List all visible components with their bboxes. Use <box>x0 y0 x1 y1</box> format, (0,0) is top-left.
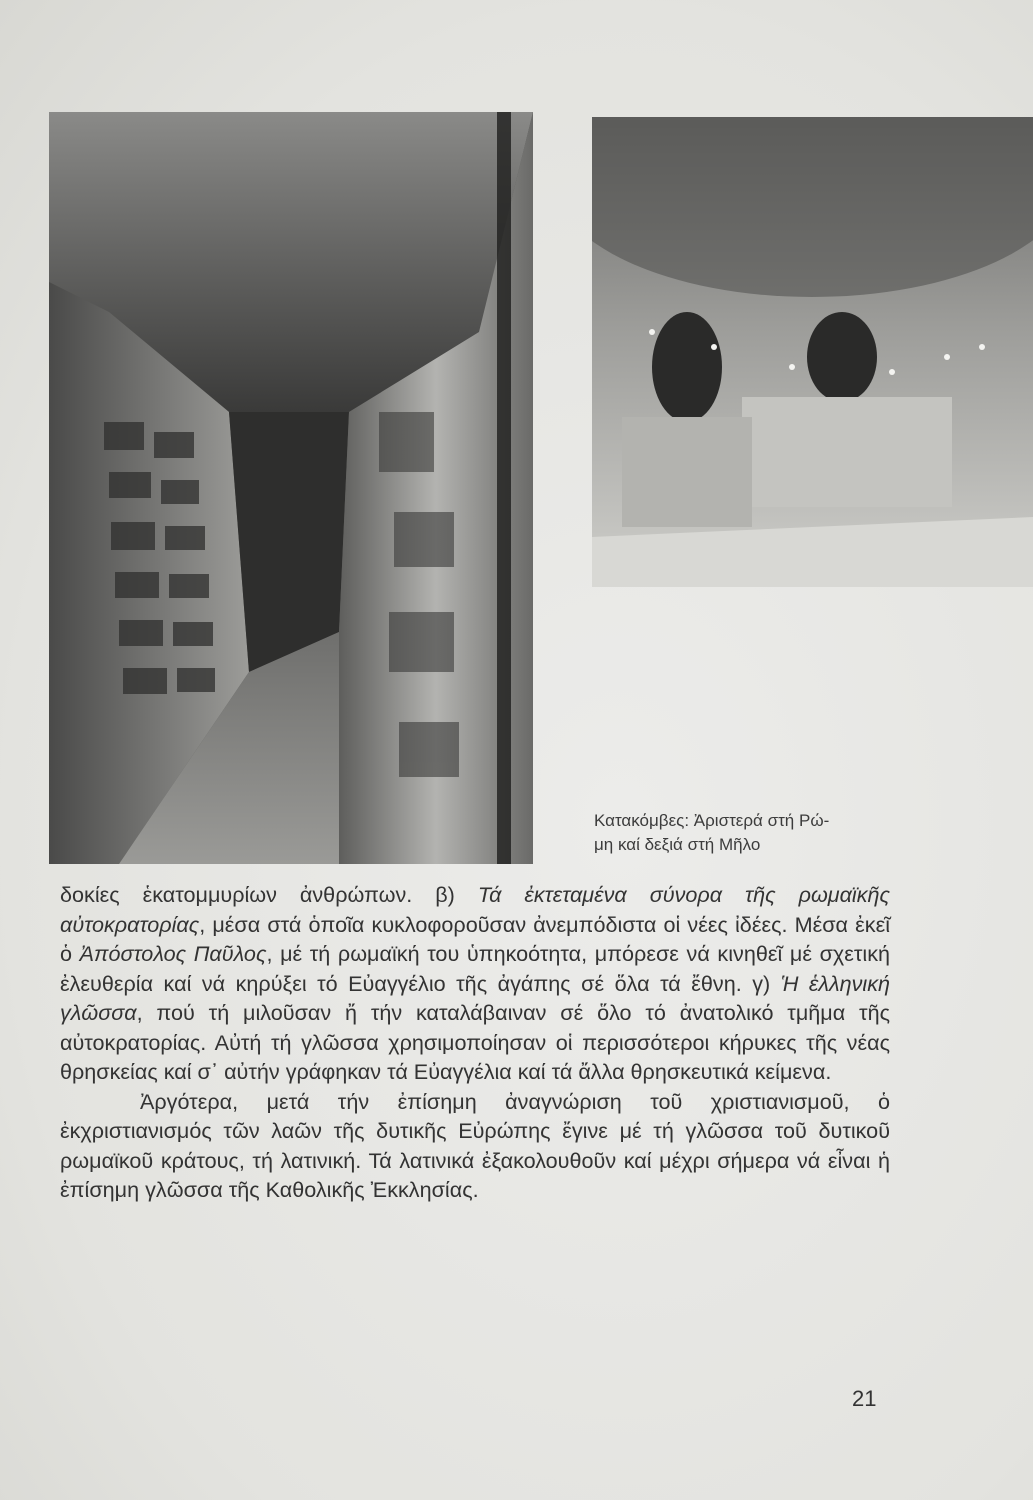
p1-emphasis-paul: Ἀπόστολος Παῦλος <box>79 941 267 966</box>
p1-text-4: , πού τή μιλοῦσαν ἤ τήν καταλάβαιναν σέ ὅλο τό ἀνατολικό τμῆμα τῆς αὐτοκρατορίας. Αὐτή τή γλῶσσα χρησιμοποίησαν οἱ περισσότεροι κήρυκες τῆς νέας θρησκείας καί σ᾿ αὐτήν γράφηκαν τά Εὐαγγέλια καί τά ἄλλα θρησκευτικά κείμενα. <box>60 1000 890 1084</box>
p1-text-3: , μέ τή ρωμαϊκή του ὑπηκοότητα, μπόρεσε νά κινηθεῖ μέ σχετική ἐλευθερία καί νά κηρύξει τό Εὐαγγέλιο τῆς ἀγάπης σέ ὅλα τά ἔθνη. γ) <box>60 941 890 996</box>
caption-line-1: Κατακόμβες: Ἀριστερά στή Ρώ- <box>594 811 830 830</box>
p1-text-1: δοκίες ἑκατομμυρίων ἀνθρώπων. β) <box>60 882 478 907</box>
p1-emphasis-borders: Τά ἐκτεταμένα σύνορα τῆς ρωμαϊκῆς αὐτοκρατορίας <box>60 882 891 937</box>
photo-caption <box>594 809 844 857</box>
page-number: 21 <box>852 1386 877 1411</box>
catacomb-milos-photo <box>592 117 1033 587</box>
p1-emphasis-greek: Ἡ ἑλληνική γλῶσσα <box>60 970 890 1025</box>
body-text <box>60 880 890 1205</box>
paragraph-1 <box>60 880 890 1087</box>
p1-text-2: , μέσα στά ὁποῖα κυκλοφοροῦσαν ἀνεμπόδιστα οἱ νέες ἰδέες. Μέσα ἐκεῖ ὁ <box>60 911 890 966</box>
paragraph-2: Ἀργότερα, μετά τήν ἐπίσημη ἀναγνώριση τοῦ χριστιανισμοῦ, ὁ ἐκχριστιανισμός τῶν λαῶν τῆς δυτικῆς Εὐρώπης ἔγινε μέ τή γλῶσσα τοῦ δυτικοῦ ρωμαϊκοῦ κράτους, τή λατινική. Τά λατινικά ἐξακολουθοῦν καί μέχρι σήμερα νά εἶναι ἡ ἐπίσημη γλῶσσα τῆς Καθολικῆς Ἐκκλησίας. <box>60 1088 890 1202</box>
catacomb-rome-photo <box>49 112 533 864</box>
caption-line-2: μη καί δεξιά στή Μῆλο <box>594 835 761 854</box>
